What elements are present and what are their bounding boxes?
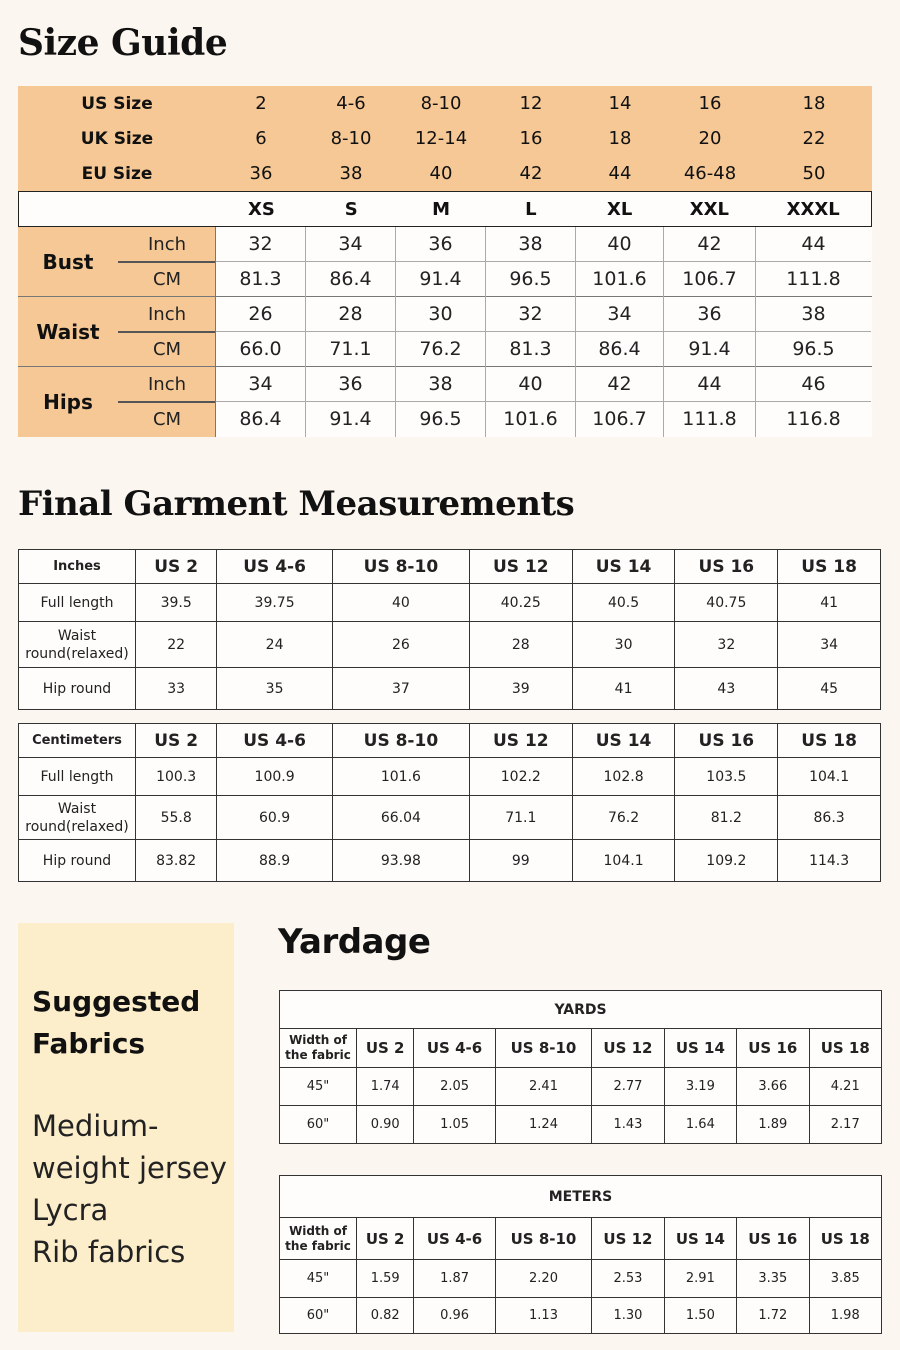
fabric-width: 45" [280,1260,357,1298]
size-value: 6 [255,128,267,149]
table-cell: 41 [778,584,881,622]
table-cell: 114.3 [778,840,881,882]
size-row [18,121,872,156]
table-cell: 1.05 [414,1106,495,1144]
size-header: US 18 [778,550,881,584]
group-name: Hips [43,390,93,414]
measurement-value: 38 [485,227,575,262]
table-cell: 0.96 [414,1298,495,1334]
table-header-row [280,1218,882,1260]
size-guide-table [18,86,872,437]
table-cell: 40.75 [675,584,778,622]
table-cell: 102.2 [469,758,572,796]
measurement-value: 91.4 [395,262,485,297]
table-cell: 35 [217,668,333,710]
table-cell: 39.75 [217,584,333,622]
group-values [216,367,872,437]
size-header: US 12 [592,1029,664,1068]
table-cell: 33 [136,668,217,710]
letter-size: XS [248,198,275,220]
size-row [18,156,872,191]
size-value: 4-6 [336,93,366,114]
table-cell: 0.90 [357,1106,414,1144]
size-system-label: US Size [81,93,153,114]
table-cell: 2.77 [592,1068,664,1106]
width-header: Width of the fabric [280,1218,357,1260]
table-cell: 104.1 [572,840,675,882]
body-measurement-groups [18,227,872,437]
yardage-yards-table [279,990,882,1144]
measurement-value: 81.3 [239,268,282,290]
size-header: US 14 [664,1218,736,1260]
fabric-item: Medium-weight jersey [32,1109,227,1185]
size-value: 2 [255,93,267,114]
table-row [19,796,881,840]
measurement-value: 76.2 [395,332,485,367]
size-value: 12-14 [414,128,468,149]
group-label-cell [18,367,216,437]
size-header: US 2 [357,1029,414,1068]
size-header: US 14 [572,724,675,758]
table-cell: 2.05 [414,1068,495,1106]
table-caption: METERS [280,1176,882,1218]
size-header: US 16 [737,1218,809,1260]
yardage-title: Yardage [278,922,431,962]
size-value: 20 [698,128,722,149]
size-header: US 4-6 [217,724,333,758]
unit-header: Inches [19,550,136,584]
measurement-value: 96.5 [485,262,575,297]
value-row-cm [216,262,872,297]
size-value: 38 [339,163,363,184]
table-cell: 102.8 [572,758,675,796]
measurement-value: 34 [575,297,663,332]
table-cell: 45 [778,668,881,710]
group-values [216,297,872,366]
row-label: Hip round [19,668,136,710]
size-header: US 16 [675,550,778,584]
table-cell: 41 [572,668,675,710]
table-cell: 40.5 [572,584,675,622]
measurement-value: 66.0 [239,338,282,360]
fabric-list [32,1105,232,1273]
table-cell: 22 [136,622,217,668]
size-header: US 18 [809,1029,881,1068]
table-cell: 103.5 [675,758,778,796]
size-header: US 12 [592,1218,664,1260]
measurement-value: 86.4 [239,408,282,430]
measurement-value: 81.3 [485,332,575,367]
measurement-value: 86.4 [305,262,395,297]
table-cell: 40.25 [469,584,572,622]
size-value: 36 [249,163,273,184]
measurement-value: 44 [755,227,871,262]
table-cell: 2.53 [592,1260,664,1298]
table-cell: 39 [469,668,572,710]
table-cell: 1.50 [664,1298,736,1334]
measurement-group [18,227,872,297]
group-name: Waist [36,320,100,344]
table-row [19,758,881,796]
table-cell: 100.9 [217,758,333,796]
measurement-value: 111.8 [663,402,755,437]
table-cell: 24 [217,622,333,668]
width-header: Width of the fabric [280,1029,357,1068]
size-header: US 8-10 [495,1218,592,1260]
table-cell: 60.9 [217,796,333,840]
table-cell: 3.85 [809,1260,881,1298]
letter-size: XXXL [786,198,840,220]
size-header: US 4-6 [414,1218,495,1260]
unit-cm-label: CM [152,339,182,360]
measurement-value: 71.1 [305,332,395,367]
fabric-item: Lycra [32,1193,109,1227]
table-row [280,1068,882,1106]
unit-header: Centimeters [19,724,136,758]
size-header: US 4-6 [414,1029,495,1068]
size-header: US 14 [664,1029,736,1068]
table-cell: 37 [332,668,469,710]
size-header: US 8-10 [495,1029,592,1068]
table-cell: 4.21 [809,1068,881,1106]
table-cell: 1.87 [414,1260,495,1298]
table-cell: 2.17 [809,1106,881,1144]
size-header: US 2 [357,1218,414,1260]
size-value: 42 [519,163,543,184]
table-cell: 1.74 [357,1068,414,1106]
measurement-value: 42 [663,227,755,262]
table-cell: 28 [469,622,572,668]
table-row [280,1106,882,1144]
value-row-cm [216,332,872,367]
final-measurements-title: Final Garment Measurements [18,484,575,524]
measurement-value: 32 [216,227,305,262]
table-header-row [19,724,881,758]
table-cell: 2.91 [664,1260,736,1298]
measurement-value: 46 [755,367,871,402]
measurement-value: 38 [395,367,485,402]
size-system-label: UK Size [80,128,154,149]
measurement-value: 40 [485,367,575,402]
measurement-group [18,367,872,437]
table-cell: 39.5 [136,584,217,622]
caption-row [280,1176,882,1218]
size-header: US 8-10 [332,724,469,758]
size-header: US 8-10 [332,550,469,584]
table-cell: 1.72 [737,1298,809,1334]
table-cell: 1.89 [737,1106,809,1144]
table-cell: 3.19 [664,1068,736,1106]
table-cell: 1.30 [592,1298,664,1334]
group-label-cell [18,227,216,296]
table-cell: 100.3 [136,758,217,796]
table-cell: 43 [675,668,778,710]
yardage-meters-table [279,1175,882,1334]
letter-size: XXL [689,198,730,220]
table-cell: 1.13 [495,1298,592,1334]
measurement-value: 101.6 [575,262,663,297]
letter-size-row [18,191,872,227]
size-value: 22 [802,128,826,149]
table-cell: 2.41 [495,1068,592,1106]
measurement-group [18,297,872,367]
row-label: Waist round(relaxed) [19,622,136,668]
size-system-label: EU Size [81,163,153,184]
measurement-value: 34 [305,227,395,262]
table-cell: 66.04 [332,796,469,840]
measurement-value: 32 [485,297,575,332]
size-value: 16 [698,93,722,114]
size-header: US 14 [572,550,675,584]
measurement-value: 91.4 [663,332,755,367]
measurement-value: 30 [395,297,485,332]
value-row-inch [216,227,872,262]
group-label-cell [18,297,216,366]
table-cell: 93.98 [332,840,469,882]
measurement-value: 101.6 [485,402,575,437]
table-cell: 30 [572,622,675,668]
size-header: US 12 [469,550,572,584]
size-value: 8-10 [420,93,462,114]
table-cell: 71.1 [469,796,572,840]
table-cell: 55.8 [136,796,217,840]
measurement-value: 38 [755,297,871,332]
size-value: 18 [802,93,826,114]
measurements-centimeters-table [18,723,881,882]
table-cell: 3.35 [737,1260,809,1298]
caption-row [280,991,882,1029]
measurement-value: 111.8 [755,262,871,297]
unit-cm-label: CM [152,269,182,290]
unit-inch-label: Inch [147,234,187,255]
table-cell: 32 [675,622,778,668]
suggested-fabrics-title: Suggested Fabrics [32,985,201,1060]
table-header-row [280,1029,882,1068]
measurement-value: 36 [663,297,755,332]
fabric-item: Rib fabrics [32,1235,186,1269]
table-row [19,840,881,882]
table-cell: 83.82 [136,840,217,882]
measurement-value: 96.5 [755,332,871,367]
suggested-fabrics-panel [18,923,234,1332]
size-header: US 12 [469,724,572,758]
size-header: US 18 [809,1218,881,1260]
size-value: 44 [608,163,632,184]
measurement-value: 40 [575,227,663,262]
row-label: Full length [19,758,136,796]
unit-cm-label: CM [152,409,182,430]
measurement-value: 36 [305,367,395,402]
value-row-inch [216,367,872,402]
group-values [216,227,872,296]
measurement-value: 28 [305,297,395,332]
table-cell: 1.64 [664,1106,736,1144]
table-cell: 81.2 [675,796,778,840]
size-header: US 18 [778,724,881,758]
table-cell: 88.9 [217,840,333,882]
table-header-row [19,550,881,584]
row-label: Hip round [19,840,136,882]
size-value: 40 [429,163,453,184]
measurement-value: 116.8 [755,402,871,437]
table-cell: 101.6 [332,758,469,796]
table-cell: 1.59 [357,1260,414,1298]
measurement-value: 42 [575,367,663,402]
fabric-width: 60" [280,1298,357,1334]
size-header: US 16 [675,724,778,758]
measurement-value: 44 [663,367,755,402]
letter-size: S [344,198,358,220]
size-header: US 16 [737,1029,809,1068]
table-caption: YARDS [280,991,882,1029]
size-value: 50 [802,163,826,184]
letter-size: XL [606,198,633,220]
measurement-value: 26 [216,297,305,332]
letter-size: L [525,198,537,220]
size-value: 14 [608,93,632,114]
size-header: US 2 [136,724,217,758]
size-value: 8-10 [330,128,372,149]
table-row [19,584,881,622]
table-cell: 1.24 [495,1106,592,1144]
size-row [18,86,872,121]
table-cell: 2.20 [495,1260,592,1298]
measurement-value: 96.5 [395,402,485,437]
value-row-cm [216,402,872,437]
table-cell: 3.66 [737,1068,809,1106]
measurement-value: 36 [395,227,485,262]
unit-inch-label: Inch [147,374,187,395]
size-value: 46-48 [683,163,737,184]
table-cell: 0.82 [357,1298,414,1334]
size-guide-title: Size Guide [18,22,228,64]
table-cell: 104.1 [778,758,881,796]
measurements-inches-table [18,549,881,710]
table-cell: 1.98 [809,1298,881,1334]
fabric-width: 60" [280,1106,357,1144]
table-cell: 86.3 [778,796,881,840]
size-value: 16 [519,128,543,149]
size-value: 18 [608,128,632,149]
size-conversion-block [18,86,872,191]
table-row [280,1298,882,1334]
group-name: Bust [42,250,94,274]
size-header: US 4-6 [217,550,333,584]
measurement-value: 91.4 [305,402,395,437]
table-cell: 1.43 [592,1106,664,1144]
table-row [19,622,881,668]
table-cell: 40 [332,584,469,622]
table-cell: 99 [469,840,572,882]
table-row [280,1260,882,1298]
measurement-value: 106.7 [575,402,663,437]
size-header: US 2 [136,550,217,584]
table-cell: 76.2 [572,796,675,840]
measurement-value: 34 [216,367,305,402]
row-label: Waist round(relaxed) [19,796,136,840]
letter-size: M [432,198,450,220]
measurement-value: 106.7 [663,262,755,297]
size-value: 12 [519,93,543,114]
table-row [19,668,881,710]
table-cell: 26 [332,622,469,668]
value-row-inch [216,297,872,332]
row-label: Full length [19,584,136,622]
unit-inch-label: Inch [147,304,187,325]
measurement-value: 86.4 [575,332,663,367]
fabric-width: 45" [280,1068,357,1106]
table-cell: 109.2 [675,840,778,882]
table-cell: 34 [778,622,881,668]
